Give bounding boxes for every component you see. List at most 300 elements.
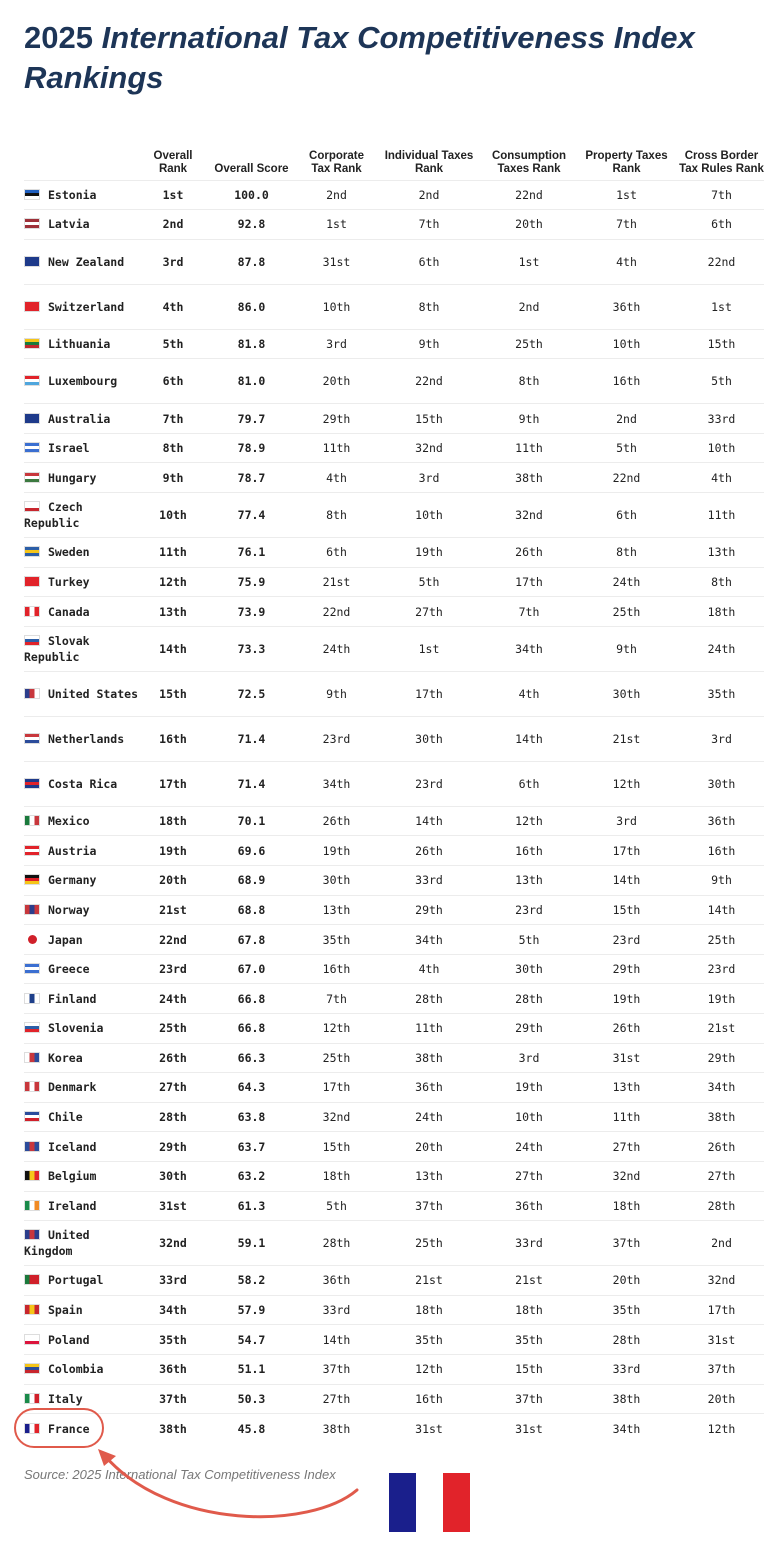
country-name: Latvia [48,217,90,232]
table-row [24,404,764,434]
table-row [24,1191,764,1221]
country-cell [24,1354,142,1384]
individual-rank-cell: 2nd [374,180,484,210]
property-rank-cell: 37th [574,1221,679,1266]
country-cell [24,984,142,1014]
overall-rank-cell: 18th [142,806,204,836]
property-rank-cell: 29th [574,954,679,984]
overall-score-cell: 67.8 [204,925,299,955]
overall-rank-cell: 38th [142,1414,204,1444]
cross-border-rank-cell: 14th [679,895,764,925]
individual-rank-cell: 33rd [374,866,484,896]
corporate-rank-cell: 38th [299,1414,374,1444]
overall-score-cell: 57.9 [204,1295,299,1325]
overall-rank-cell: 25th [142,1014,204,1044]
individual-rank-cell: 32nd [374,433,484,463]
country-name: Finland [48,991,97,1006]
property-rank-cell: 2nd [574,404,679,434]
country-cell [24,1132,142,1162]
country-name: Costa Rica [48,776,118,791]
consumption-rank-cell: 26th [484,538,574,568]
overall-score-cell: 66.3 [204,1043,299,1073]
consumption-rank-cell: 8th [484,359,574,404]
overall-score-cell: 58.2 [204,1266,299,1296]
header-property-taxes-rank: Property Taxes Rank [585,149,668,175]
table-row [24,954,764,984]
overall-rank-cell: 23rd [142,954,204,984]
cross-border-rank-cell: 4th [679,463,764,493]
consumption-rank-cell: 4th [484,671,574,716]
country-cell [24,284,142,329]
country-cell [24,433,142,463]
consumption-rank-cell: 33rd [484,1221,574,1266]
country-cell [24,1014,142,1044]
flag-icon [24,338,40,349]
overall-score-cell: 76.1 [204,538,299,568]
individual-rank-cell: 30th [374,716,484,761]
overall-rank-cell: 10th [142,493,204,538]
consumption-rank-cell: 12th [484,806,574,836]
individual-rank-cell: 29th [374,895,484,925]
property-rank-cell: 4th [574,239,679,284]
overall-score-cell: 86.0 [204,284,299,329]
overall-rank-cell: 28th [142,1102,204,1132]
property-rank-cell: 25th [574,597,679,627]
france-flag-icon [389,1473,470,1532]
individual-rank-cell: 25th [374,1221,484,1266]
corporate-rank-cell: 30th [299,866,374,896]
overall-rank-cell: 12th [142,567,204,597]
country-name: Ireland [48,1198,97,1213]
overall-score-cell: 63.8 [204,1102,299,1132]
consumption-rank-cell: 1st [484,239,574,284]
country-cell [24,671,142,716]
corporate-rank-cell: 1st [299,210,374,240]
overall-score-cell: 71.4 [204,761,299,806]
overall-rank-cell: 37th [142,1384,204,1414]
country-name: Colombia [48,1362,104,1377]
header-overall-score: Overall Score [214,162,289,175]
title-year: 2025 [24,20,93,55]
consumption-rank-cell: 34th [484,626,574,671]
table-row [24,866,764,896]
overall-score-cell: 63.7 [204,1132,299,1162]
country-cell [24,1073,142,1103]
country-name: Iceland [48,1139,97,1154]
individual-rank-cell: 20th [374,1132,484,1162]
flag-icon [24,1229,40,1240]
overall-score-cell: 78.7 [204,463,299,493]
overall-rank-cell: 9th [142,463,204,493]
cross-border-rank-cell: 31st [679,1325,764,1355]
consumption-rank-cell: 17th [484,567,574,597]
corporate-rank-cell: 10th [299,284,374,329]
corporate-rank-cell: 11th [299,433,374,463]
overall-score-cell: 64.3 [204,1073,299,1103]
corporate-rank-cell: 12th [299,1014,374,1044]
country-name: Switzerland [48,299,125,314]
country-cell [24,210,142,240]
overall-score-cell: 81.8 [204,329,299,359]
overall-score-cell: 73.9 [204,597,299,627]
header-cross-border-rank: Cross Border Tax Rules Rank [679,149,764,175]
corporate-rank-cell: 20th [299,359,374,404]
country-name: Slovak Republic [24,633,90,664]
corporate-rank-cell: 7th [299,984,374,1014]
flag-icon [24,1334,40,1345]
country-cell [24,597,142,627]
overall-rank-cell: 7th [142,404,204,434]
individual-rank-cell: 24th [374,1102,484,1132]
overall-score-cell: 54.7 [204,1325,299,1355]
cross-border-rank-cell: 21st [679,1014,764,1044]
table-row [24,433,764,463]
consumption-rank-cell: 31st [484,1414,574,1444]
france-highlight-circle [14,1408,104,1448]
overall-score-cell: 100.0 [204,180,299,210]
individual-rank-cell: 15th [374,404,484,434]
flag-icon [24,442,40,453]
overall-rank-cell: 16th [142,716,204,761]
country-name: Austria [48,843,97,858]
country-name: Belgium [48,1169,97,1184]
individual-rank-cell: 28th [374,984,484,1014]
consumption-rank-cell: 9th [484,404,574,434]
corporate-rank-cell: 25th [299,1043,374,1073]
flag-icon [24,1111,40,1122]
table-row [24,1384,764,1414]
overall-score-cell: 68.9 [204,866,299,896]
individual-rank-cell: 5th [374,567,484,597]
country-name: Japan [48,932,83,947]
cross-border-rank-cell: 19th [679,984,764,1014]
consumption-rank-cell: 15th [484,1354,574,1384]
corporate-rank-cell: 23rd [299,716,374,761]
table-row [24,1414,764,1444]
consumption-rank-cell: 38th [484,463,574,493]
table-row [24,1014,764,1044]
cross-border-rank-cell: 8th [679,567,764,597]
overall-rank-cell: 11th [142,538,204,568]
property-rank-cell: 36th [574,284,679,329]
country-cell [24,493,142,538]
property-rank-cell: 24th [574,567,679,597]
consumption-rank-cell: 16th [484,836,574,866]
country-name: Chile [48,1110,83,1125]
flag-icon [24,256,40,267]
cross-border-rank-cell: 3rd [679,716,764,761]
overall-score-cell: 72.5 [204,671,299,716]
flag-icon [24,733,40,744]
table-row [24,1295,764,1325]
flag-icon [24,1052,40,1063]
country-name: Canada [48,604,90,619]
individual-rank-cell: 13th [374,1161,484,1191]
consumption-rank-cell: 6th [484,761,574,806]
consumption-rank-cell: 18th [484,1295,574,1325]
corporate-rank-cell: 6th [299,538,374,568]
consumption-rank-cell: 24th [484,1132,574,1162]
corporate-rank-cell: 3rd [299,329,374,359]
title-name: International Tax Competitiveness Index Rankings [24,20,695,95]
flag-icon [24,635,40,646]
property-rank-cell: 31st [574,1043,679,1073]
individual-rank-cell: 16th [374,1384,484,1414]
country-cell [24,1191,142,1221]
property-rank-cell: 28th [574,1325,679,1355]
corporate-rank-cell: 9th [299,671,374,716]
property-rank-cell: 19th [574,984,679,1014]
property-rank-cell: 21st [574,716,679,761]
table-row [24,895,764,925]
country-name: New Zealand [48,254,125,269]
consumption-rank-cell: 7th [484,597,574,627]
corporate-rank-cell: 28th [299,1221,374,1266]
overall-rank-cell: 27th [142,1073,204,1103]
property-rank-cell: 3rd [574,806,679,836]
country-name: Italy [48,1391,83,1406]
corporate-rank-cell: 21st [299,567,374,597]
individual-rank-cell: 21st [374,1266,484,1296]
cross-border-rank-cell: 16th [679,836,764,866]
property-rank-cell: 27th [574,1132,679,1162]
country-cell [24,180,142,210]
overall-score-cell: 63.2 [204,1161,299,1191]
overall-rank-cell: 6th [142,359,204,404]
cross-border-rank-cell: 37th [679,1354,764,1384]
rankings-table-container [24,128,764,1453]
corporate-rank-cell: 2nd [299,180,374,210]
consumption-rank-cell: 5th [484,925,574,955]
overall-rank-cell: 13th [142,597,204,627]
header-row [24,128,764,180]
cross-border-rank-cell: 20th [679,1384,764,1414]
country-cell [24,538,142,568]
overall-score-cell: 70.1 [204,806,299,836]
overall-rank-cell: 1st [142,180,204,210]
overall-score-cell: 59.1 [204,1221,299,1266]
overall-rank-cell: 22nd [142,925,204,955]
flag-icon [24,1304,40,1315]
consumption-rank-cell: 11th [484,433,574,463]
flag-icon [24,993,40,1004]
individual-rank-cell: 12th [374,1354,484,1384]
property-rank-cell: 35th [574,1295,679,1325]
individual-rank-cell: 18th [374,1295,484,1325]
flag-icon [24,1393,40,1404]
individual-rank-cell: 22nd [374,359,484,404]
consumption-rank-cell: 19th [484,1073,574,1103]
country-name: Norway [48,902,90,917]
country-name: Lithuania [48,336,111,351]
overall-score-cell: 75.9 [204,567,299,597]
individual-rank-cell: 14th [374,806,484,836]
corporate-rank-cell: 36th [299,1266,374,1296]
header-corporate-tax-rank: Corporate Tax Rank [309,149,364,175]
individual-rank-cell: 26th [374,836,484,866]
corporate-rank-cell: 22nd [299,597,374,627]
corporate-rank-cell: 13th [299,895,374,925]
table-row [24,1354,764,1384]
individual-rank-cell: 37th [374,1191,484,1221]
country-name: Hungary [48,470,97,485]
country-cell [24,895,142,925]
corporate-rank-cell: 24th [299,626,374,671]
country-name: Australia [48,411,111,426]
flag-icon [24,606,40,617]
consumption-rank-cell: 36th [484,1191,574,1221]
overall-score-cell: 66.8 [204,984,299,1014]
country-name: Korea [48,1050,83,1065]
table-row [24,284,764,329]
flag-icon [24,301,40,312]
cross-border-rank-cell: 7th [679,180,764,210]
flag-icon [28,935,37,944]
individual-rank-cell: 19th [374,538,484,568]
overall-score-cell: 69.6 [204,836,299,866]
property-rank-cell: 23rd [574,925,679,955]
country-name: United Kingdom [24,1228,90,1259]
cross-border-rank-cell: 29th [679,1043,764,1073]
cross-border-rank-cell: 18th [679,597,764,627]
individual-rank-cell: 11th [374,1014,484,1044]
overall-rank-cell: 21st [142,895,204,925]
cross-border-rank-cell: 27th [679,1161,764,1191]
property-rank-cell: 13th [574,1073,679,1103]
cross-border-rank-cell: 32nd [679,1266,764,1296]
property-rank-cell: 5th [574,433,679,463]
property-rank-cell: 26th [574,1014,679,1044]
consumption-rank-cell: 10th [484,1102,574,1132]
flag-icon [24,1022,40,1033]
flag-icon [24,546,40,557]
table-row [24,597,764,627]
overall-score-cell: 92.8 [204,210,299,240]
table-row [24,1132,764,1162]
country-name: Denmark [48,1080,97,1095]
flag-icon [24,1274,40,1285]
table-row [24,210,764,240]
corporate-rank-cell: 16th [299,954,374,984]
cross-border-rank-cell: 36th [679,806,764,836]
cross-border-rank-cell: 1st [679,284,764,329]
consumption-rank-cell: 25th [484,329,574,359]
individual-rank-cell: 34th [374,925,484,955]
source-note: Source: 2025 International Tax Competitiveness Index [24,1467,336,1482]
country-name: Spain [48,1303,83,1318]
table-row [24,806,764,836]
property-rank-cell: 32nd [574,1161,679,1191]
consumption-rank-cell: 28th [484,984,574,1014]
individual-rank-cell: 38th [374,1043,484,1073]
overall-score-cell: 78.9 [204,433,299,463]
cross-border-rank-cell: 12th [679,1414,764,1444]
table-row [24,329,764,359]
country-name: Slovenia [48,1021,104,1036]
flag-icon [24,845,40,856]
individual-rank-cell: 1st [374,626,484,671]
overall-score-cell: 51.1 [204,1354,299,1384]
flag-icon [24,501,40,512]
flag-icon [24,1081,40,1092]
property-rank-cell: 18th [574,1191,679,1221]
overall-score-cell: 81.0 [204,359,299,404]
country-name: Portugal [48,1273,104,1288]
country-cell [24,716,142,761]
cross-border-rank-cell: 28th [679,1191,764,1221]
consumption-rank-cell: 20th [484,210,574,240]
individual-rank-cell: 6th [374,239,484,284]
corporate-rank-cell: 17th [299,1073,374,1103]
flag-icon [24,472,40,483]
cross-border-rank-cell: 15th [679,329,764,359]
country-cell [24,567,142,597]
property-rank-cell: 10th [574,329,679,359]
flag-icon [24,778,40,789]
overall-rank-cell: 33rd [142,1266,204,1296]
header-overall-rank: Overall Rank [153,149,193,175]
country-cell [24,239,142,284]
corporate-rank-cell: 29th [299,404,374,434]
table-row [24,239,764,284]
country-name: Czech Republic [24,500,83,531]
overall-rank-cell: 29th [142,1132,204,1162]
overall-rank-cell: 30th [142,1161,204,1191]
cross-border-rank-cell: 26th [679,1132,764,1162]
country-name: Estonia [48,187,97,202]
consumption-rank-cell: 21st [484,1266,574,1296]
flag-icon [24,1141,40,1152]
cross-border-rank-cell: 17th [679,1295,764,1325]
overall-score-cell: 77.4 [204,493,299,538]
country-cell [24,1102,142,1132]
corporate-rank-cell: 34th [299,761,374,806]
individual-rank-cell: 8th [374,284,484,329]
flag-icon [24,218,40,229]
header-consumption-taxes-rank: Consumption Taxes Rank [491,149,567,175]
corporate-rank-cell: 35th [299,925,374,955]
consumption-rank-cell: 2nd [484,284,574,329]
property-rank-cell: 33rd [574,1354,679,1384]
country-cell [24,404,142,434]
consumption-rank-cell: 27th [484,1161,574,1191]
overall-rank-cell: 34th [142,1295,204,1325]
property-rank-cell: 38th [574,1384,679,1414]
individual-rank-cell: 4th [374,954,484,984]
table-row [24,761,764,806]
consumption-rank-cell: 23rd [484,895,574,925]
corporate-rank-cell: 27th [299,1384,374,1414]
overall-rank-cell: 32nd [142,1221,204,1266]
country-cell [24,954,142,984]
cross-border-rank-cell: 11th [679,493,764,538]
property-rank-cell: 9th [574,626,679,671]
cross-border-rank-cell: 33rd [679,404,764,434]
cross-border-rank-cell: 25th [679,925,764,955]
table-row [24,180,764,210]
overall-rank-cell: 4th [142,284,204,329]
overall-score-cell: 87.8 [204,239,299,284]
corporate-rank-cell: 15th [299,1132,374,1162]
country-cell [24,836,142,866]
overall-score-cell: 71.4 [204,716,299,761]
overall-score-cell: 61.3 [204,1191,299,1221]
overall-rank-cell: 3rd [142,239,204,284]
consumption-rank-cell: 3rd [484,1043,574,1073]
country-cell [24,925,142,955]
property-rank-cell: 30th [574,671,679,716]
overall-rank-cell: 36th [142,1354,204,1384]
